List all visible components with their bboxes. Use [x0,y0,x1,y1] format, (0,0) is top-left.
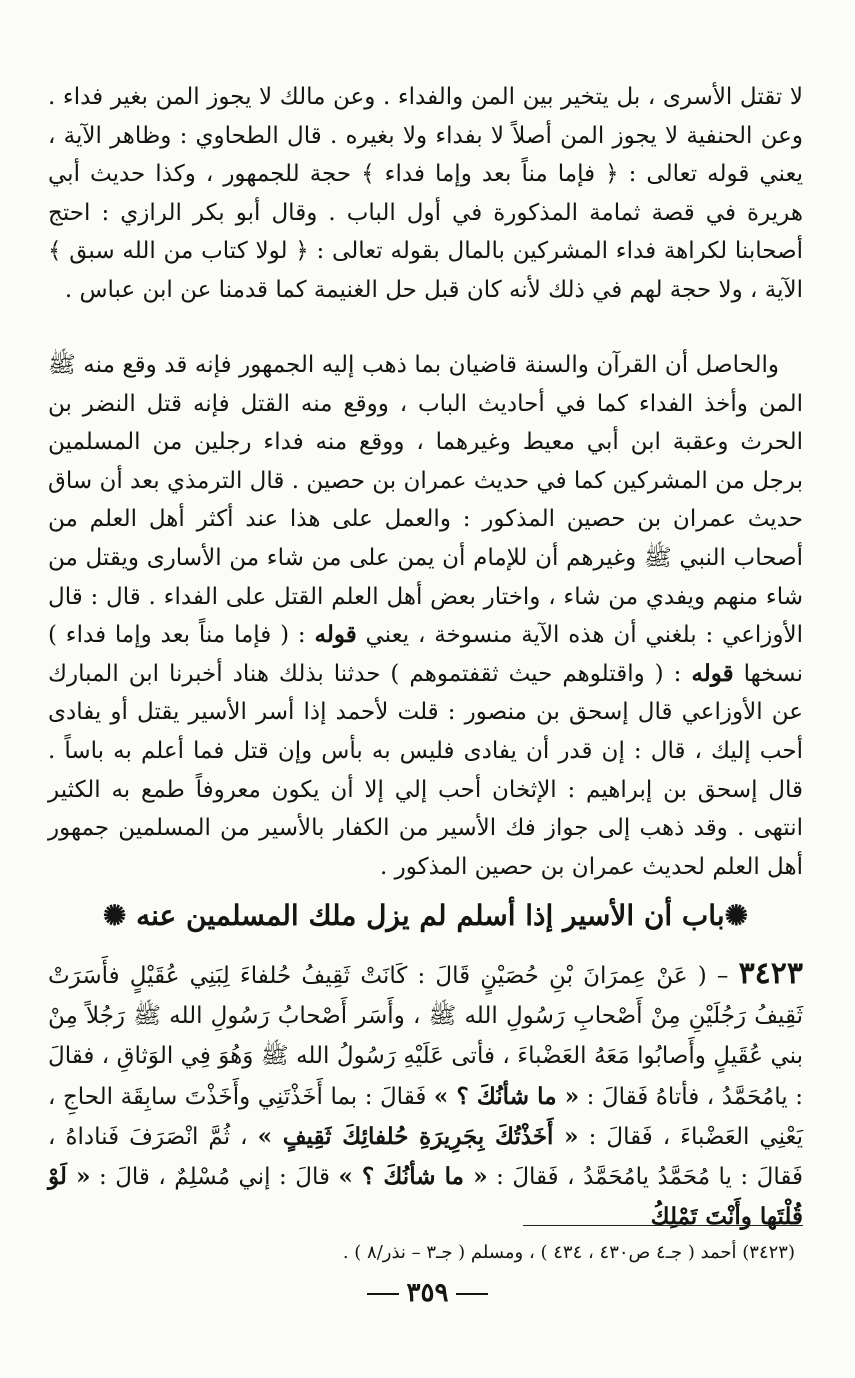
hadith-segment: ، ثُمَّ انْصَرَفَ فَناداهُ ، فَقالَ : يا مُحَمَّدُ يامُحَمَّدُ ، فَقالَ : [48,1123,804,1191]
commentary-text: : ( فإما مناً بعد وإما فداء ) نسخها [48,622,804,687]
page-number-dash [367,1293,399,1295]
hadith-segment: قالَ : إني مُسْلِمٌ ، قالَ : [98,1164,330,1191]
commentary-text: والحاصل أن القرآن والسنة قاضيان بما ذهب إليه الجمهور فإنه قد وقع منه ﷺ المن وأخذ الفداء كما في أحاديث الباب ، ووقع منه القتل فإنه قتل النضر بن الحرث وعقبة ابن أبي معيط وغيرهما ، ووقع منه فداء رجلين من المسلمين برجل من المشركين كما في حديث عمران بن حصين . قال الترمذي بعد أن ساق حديث عمران بن حصين المذكور : والعمل على هذا عند أكثر أهل العلم من أصحاب النبي ﷺ وغيرهم أن للإمام أن يمن على من شاء من الأسارى ويقتل من شاء منهم ويفدي من شاء ، واختار بعض أهل العلم القتل على الفداء . قال : قال الأوزاعي : بلغني أن هذه الآية منسوخة ، يعني [48,352,804,649]
hadith-segment: – ( عَنْ عِمرَانَ بْنِ حُصَيْنٍ قَالَ : كَانَتْ ثَقِيفُ حُلفاءَ لِبَنِي عُقَيْلٍ فأَسَرَتْ ثَقِيفُ رَجُلَيْنِ مِنْ أَصْحابِ رَسُولِ الله ﷺ ، وأَسَر أَصْحابُ رَسُولِ الله ﷺ رَجُلاً مِنْ بني عُقَيلٍ وأَصابُوا مَعَهُ العَضْباءَ ، فأتى عَلَيْهِ رَسُولُ الله ﷺ وَهُوَ فِي الوَثاقِ ، فقالَ : يامُحَمَّدُ ، فأتاهُ فَقالَ : [48,963,803,1110]
page-number-value: ٣٥٩ [406,1278,449,1308]
hadith-number: ٣٤٢٣ [738,956,804,991]
commentary-text: لا تقتل الأسرى ، بل يتخير بين المن والفداء . وعن مالك لا يجوز المن بغير فداء . وعن الحنفية لا يجوز المن أصلاً لا بفداء ولا بغيره . قال الطحاوي : وظاهر الآية ، يعني قوله تعالى : ﴿ فإما مناً بعد وإما فداء ﴾ حجة للجمهور ، وكذا حديث أبي هريرة في قصة ثمامة المذكورة في أول الباب . وقال أبو بكر الرازي : احتج أصحابنا لكراهة فداء المشركين بالمال بقوله تعالى : ﴿ لولا كتاب من الله سبق ﴾ الآية ، ولا حجة لهم في ذلك لأنه كان قبل حل الغنيمة كما قدمنا عن ابن عباس . [48,84,803,303]
page-number-dash [456,1293,488,1295]
hadith-text [48,954,803,1237]
commentary-paragraph-1 [48,78,803,310]
bold-keyword: قوله [314,621,357,649]
chapter-heading: ✺باب أن الأسير إذا أسلم لم يزل ملك المسلمين عنه ✺ [102,899,749,932]
hadith-segment: فَقالَ : بما أَخَذْتَنِي وأَخَذْتَ سابِقَة الحاجِ ، يَعْنِي العَضْباءَ ، فَقالَ : [48,1083,804,1150]
footnote-divider [523,1225,803,1226]
prophet-quote: « ما شأنُكَ ؟ » [433,1082,580,1110]
commentary-text: : ( واقتلوهم حيث ثقفتموهم ) حدثنا بذلك هناد أخبرنا ابن المبارك عن الأوزاعي قال إسحق بن منصور : قلت لأحمد إذا أسر الأسير يقتل أو يفادى أحب إليك ، قال : إن قدر أن يفادى فليس به بأس وإن قتل فما أعلم به باساً . قال إسحق بن إبراهيم : الإثخان أحب إلي إلا أن يكون معروفاً طمع به الكثير انتهى . وقد ذهب إلى جواز فك الأسير من الكفار بالأسير من المسلمين جمهور أهل العلم لحديث عمران بن حصين المذكور . [48,660,803,880]
bold-keyword: قوله [691,659,734,687]
prophet-quote: « ما شأنُكَ ؟ » [338,1163,488,1191]
prophet-quote: « أَخَذْتُكَ بِجَرِيرَةِ حُلفائِكَ ثَقِيفٍ » [257,1122,579,1150]
page-number [0,1278,855,1308]
prophet-quote: « لَوْ قُلْتَها وأَنْتَ تَمْلِكُ [48,1163,803,1231]
footnote: (٣٤٢٣) أحمد ( جـ٤ ص٤٣٠ ، ٤٣٤ ) ، ومسلم ( جـ٣ – نذر/٨ ) . [342,1242,795,1263]
commentary-paragraph-2 [48,346,803,886]
